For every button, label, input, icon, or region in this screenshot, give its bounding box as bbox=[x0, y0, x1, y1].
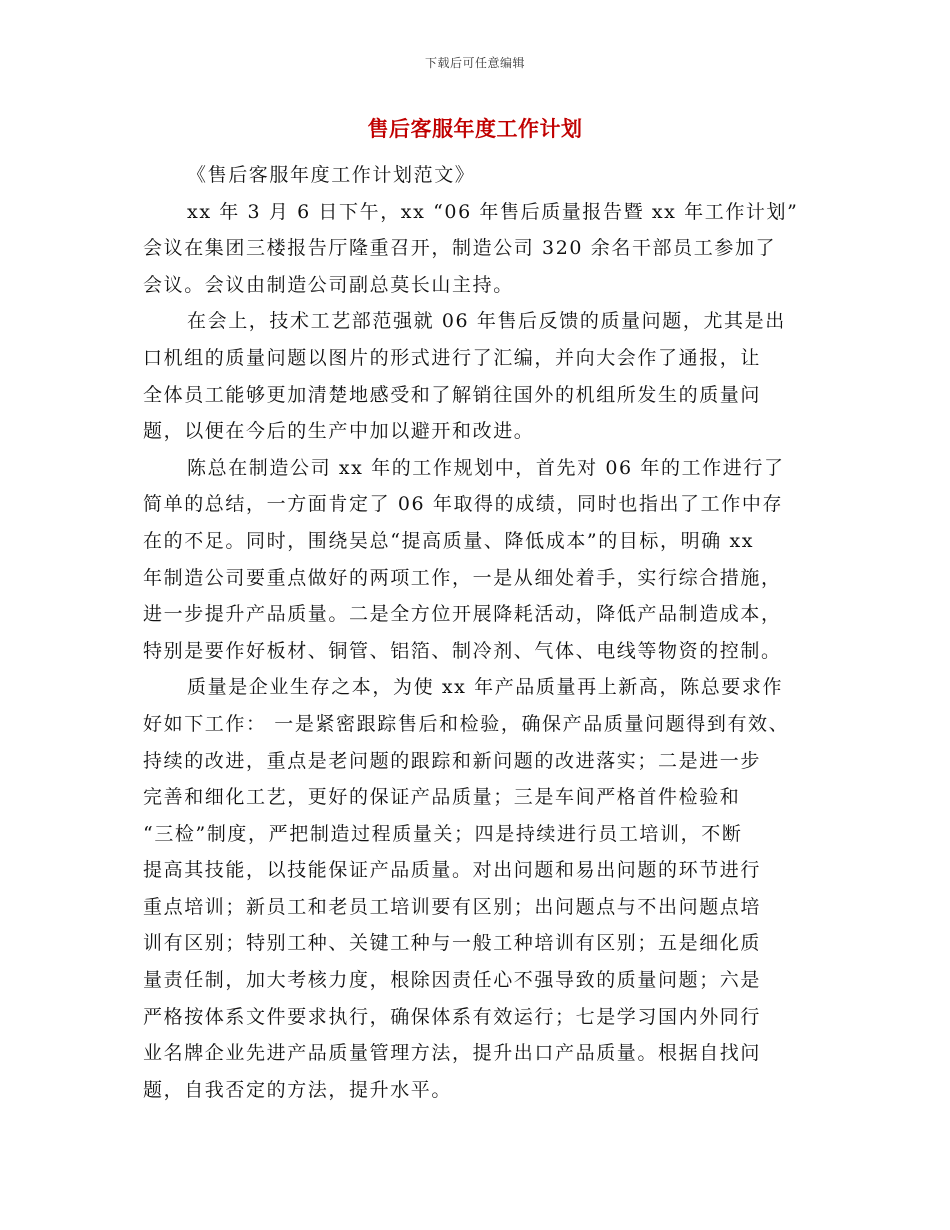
text-line: 进一步提升产品质量。二是全方位开展降耗活动，降低产品制造成本， bbox=[143, 603, 782, 626]
text-line: 题，自我否定的方法，提升水平。 bbox=[143, 1078, 453, 1101]
text-line: 特别是要作好板材、铜管、铝箔、制冷剂、气体、电线等物资的控制。 bbox=[143, 639, 782, 662]
text-line: 题，以便在今后的生产中加以避开和改进。 bbox=[143, 420, 535, 443]
header-note: 下载后可任意编辑 bbox=[424, 56, 525, 70]
text-line: 在的不足。同时，围绕吴总“提高质量、降低成本”的目标，明确 xx bbox=[143, 529, 755, 552]
text-line: 口机组的质量问题以图片的形式进行了汇编，并向大会作了通报，让 bbox=[143, 346, 762, 369]
text-line: 在会上，技术工艺部范强就 06 年售后反馈的质量问题，尤其是出 bbox=[187, 310, 786, 333]
text-line: 持续的改进，重点是老问题的跟踪和新问题的改进落实；二是进一步 bbox=[143, 749, 762, 772]
document-body bbox=[143, 157, 843, 1108]
text-line: 质量是企业生存之本，为使 xx 年产品质量再上新高，陈总要求作 bbox=[187, 676, 784, 699]
text-line: 会议。会议由制造公司副总莫长山主持。 bbox=[143, 273, 514, 296]
text-line: 会议在集团三楼报告厅隆重召开，制造公司 320 余名干部员工参加了 bbox=[143, 237, 777, 260]
text-line: 量责任制，加大考核力度，根除因责任心不强导致的质量问题；六是 bbox=[143, 969, 762, 992]
text-line: 《售后客服年度工作计划范文》 bbox=[187, 164, 476, 186]
text-line: 好如下工作： 一是紧密跟踪售后和检验，确保产品质量问题得到有效、 bbox=[143, 712, 790, 735]
text-line: 提高其技能，以技能保证产品质量。对出问题和易出问题的环节进行 bbox=[143, 859, 762, 882]
text-line: 完善和细化工艺，更好的保证产品质量；三是车间严格首件检验和 bbox=[143, 786, 741, 809]
text-line: 简单的总结，一方面肯定了 06 年取得的成绩，同时也指出了工作中存 bbox=[143, 493, 784, 516]
text-line: 重点培训；新员工和老员工培训要有区别；出问题点与不出问题点培 bbox=[143, 895, 762, 918]
text-line: 年制造公司要重点做好的两项工作，一是从细处着手，实行综合措施， bbox=[143, 566, 782, 589]
text-line: “三检”制度，严把制造过程质量关；四是持续进行员工培训，不断 bbox=[143, 822, 743, 845]
text-line: xx 年 3 月 6 日下午，xx “06 年售后质量报告暨 xx 年工作计划” bbox=[187, 200, 799, 223]
text-line: 业名牌企业先进产品质量管理方法，提升出口产品质量。根据自找问 bbox=[143, 1042, 762, 1065]
text-line: 陈总在制造公司 xx 年的工作规划中，首先对 06 年的工作进行了 bbox=[187, 456, 785, 479]
text-line: 全体员工能够更加清楚地感受和了解销往国外的机组所发生的质量问 bbox=[143, 383, 762, 406]
text-line: 严格按体系文件要求执行，确保体系有效运行；七是学习国内外同行 bbox=[143, 1005, 762, 1028]
text-line: 训有区别；特别工种、关键工种与一般工种培训有区别；五是细化质 bbox=[143, 932, 762, 955]
document-title: 售后客服年度工作计划 bbox=[367, 116, 583, 141]
